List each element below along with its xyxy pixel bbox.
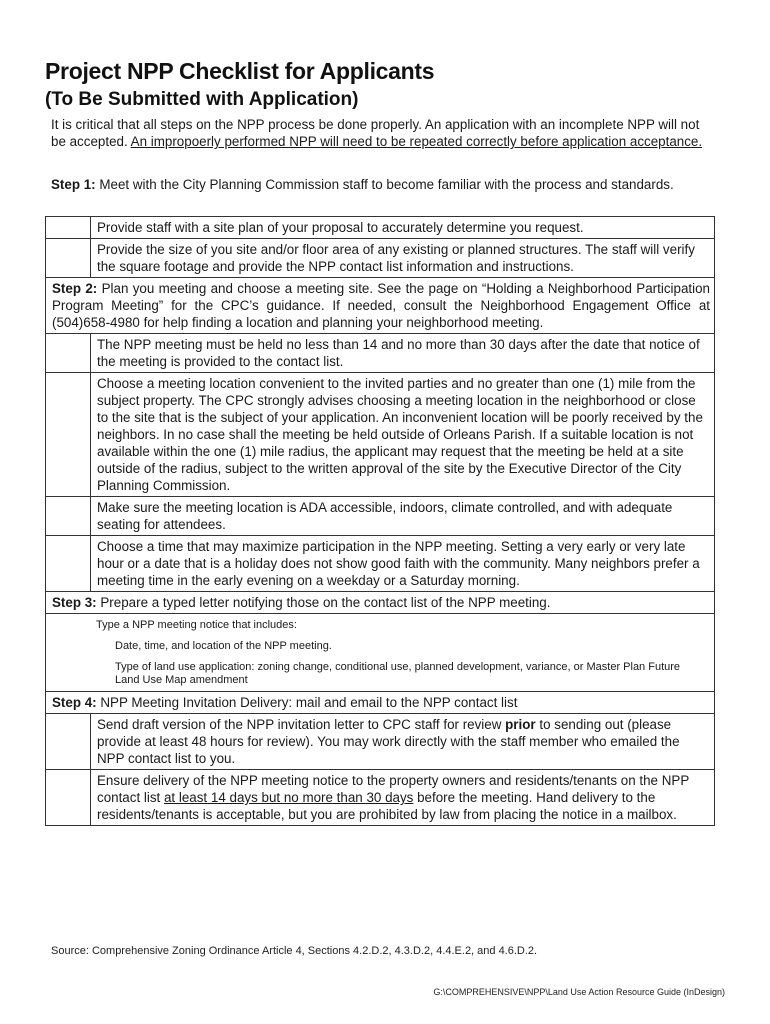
checklist-table — [45, 216, 715, 826]
checkbox-cell[interactable] — [46, 770, 91, 826]
page-title: Project NPP Checklist for Applicants — [45, 58, 435, 84]
notice-details — [46, 614, 715, 692]
checkbox-cell[interactable] — [46, 239, 91, 278]
intro-warning: An impropoerly performed NPP will need to be repeated correctly before application acceptance. — [130, 134, 703, 149]
step-1-heading — [51, 176, 711, 193]
checklist-item: Choose a time that may maximize participation in the NPP meeting. Setting a very early or very late hour or a date that is a holiday does not show good faith with the community. Many neighbors prefer a meeting time in the early evening on a weekday or a Saturday morning. — [91, 536, 715, 592]
step-1-text: Meet with the City Planning Commission staff to become familiar with the process and standards. — [95, 177, 674, 192]
checklist-row — [46, 497, 715, 536]
step-3-row — [46, 592, 715, 614]
checklist-row — [46, 373, 715, 497]
checklist-item: Provide the size of you site and/or floor area of any existing or planned structures. The staff will verify the square footage and provide the NPP contact list information and instructions. — [91, 239, 715, 278]
checklist-item — [91, 714, 715, 770]
item-text: Ensure delivery of the NPP meeting notice to the property owners and residents/tenants on the NPP contact list — [97, 773, 690, 805]
step-3-label: Step 3: — [52, 595, 97, 610]
step-2-text: Plan you meeting and choose a meeting site. See the page on “Holding a Neighborhood Participation Program Meeting” for the CPC’s guidance. If needed, consult the Neighborhood Engagement Office at (504)658-4980 for help finding a location and planning your neighborhood meeting. — [52, 281, 710, 330]
item-text: before the meeting. Hand delivery to the residents/tenants is acceptable, but you are prohibited by law from placing the notice in a mailbox. — [97, 790, 677, 822]
checklist-item: Choose a meeting location convenient to the invited parties and no greater than one (1) mile from the subject property. The CPC strongly advises choosing a meeting location in the neighborhood or close to the site that is the subject of your application. An inconvenient location will be poorly received by the neighbors. In no case shall the meeting be held outside of Orleans Parish. If a suitable location is not available within the one (1) mile radius, the applicant may request that the meeting be held at a site outside of the radius, subject to the written approval of the site by the Executive Director of the City Planning Commission. — [91, 373, 715, 497]
notice-intro: Type a NPP meeting notice that includes: — [96, 619, 297, 631]
checklist-row — [46, 334, 715, 373]
step-2-row — [46, 278, 715, 334]
step-4-text: NPP Meeting Invitation Delivery: mail and email to the NPP contact list — [96, 695, 518, 710]
checklist-row — [46, 217, 715, 239]
step-4-label: Step 4: — [52, 695, 97, 710]
step-2-heading — [46, 278, 715, 334]
checklist-row — [46, 239, 715, 278]
item-emphasis: at least 14 days but no more than 30 days — [163, 790, 414, 805]
step-1-label: Step 1: — [51, 177, 96, 192]
checklist-item: Make sure the meeting location is ADA accessible, indoors, climate controlled, and with adequate seating for attendees. — [91, 497, 715, 536]
checkbox-cell[interactable] — [46, 714, 91, 770]
step-3-heading — [46, 592, 715, 614]
checklist-row — [46, 770, 715, 826]
checkbox-cell[interactable] — [46, 497, 91, 536]
intro-text: It is critical that all steps on the NPP process be done properly. An application with an incomplete NPP will not be accepted. — [51, 117, 700, 149]
step-2-label: Step 2: — [52, 281, 98, 296]
page-subtitle: (To Be Submitted with Application) — [45, 89, 359, 110]
checkbox-cell[interactable] — [46, 217, 91, 239]
checkbox-cell[interactable] — [46, 334, 91, 373]
step-3-text: Prepare a typed letter notifying those on the contact list of the NPP meeting. — [96, 595, 551, 610]
checklist-item — [91, 770, 715, 826]
step-4-row — [46, 692, 715, 714]
item-text: to sending out (please provide at least 48 hours for review). You may work directly with the staff member who emailed the NPP contact list to you. — [97, 717, 680, 766]
intro-paragraph — [51, 116, 716, 150]
notice-item: Date, time, and location of the NPP meeting. — [115, 640, 332, 652]
checkbox-cell[interactable] — [46, 373, 91, 497]
notice-item: Type of land use application: zoning change, conditional use, planned development, variance, or Master Plan Future Land Use Map amendment — [115, 661, 681, 686]
item-text: Send draft version of the NPP invitation letter to CPC staff for review — [97, 717, 506, 732]
checklist-item: The NPP meeting must be held no less than 14 and no more than 30 days after the date that notice of the meeting is provided to the contact list. — [91, 334, 715, 373]
step-4-heading — [46, 692, 715, 714]
footer-path: G:\COMPREHENSIVE\NPP\Land Use Action Resource Guide (InDesign) — [433, 987, 725, 997]
item-emphasis: prior — [505, 717, 536, 732]
checklist-item: Provide staff with a site plan of your proposal to accurately determine you request. — [91, 217, 715, 239]
notice-row — [46, 614, 715, 692]
checkbox-cell[interactable] — [46, 536, 91, 592]
source-note: Source: Comprehensive Zoning Ordinance Article 4, Sections 4.2.D.2, 4.3.D.2, 4.4.E.2, and 4.6.D.2. — [51, 945, 538, 957]
checklist-row — [46, 536, 715, 592]
checklist-row — [46, 714, 715, 770]
